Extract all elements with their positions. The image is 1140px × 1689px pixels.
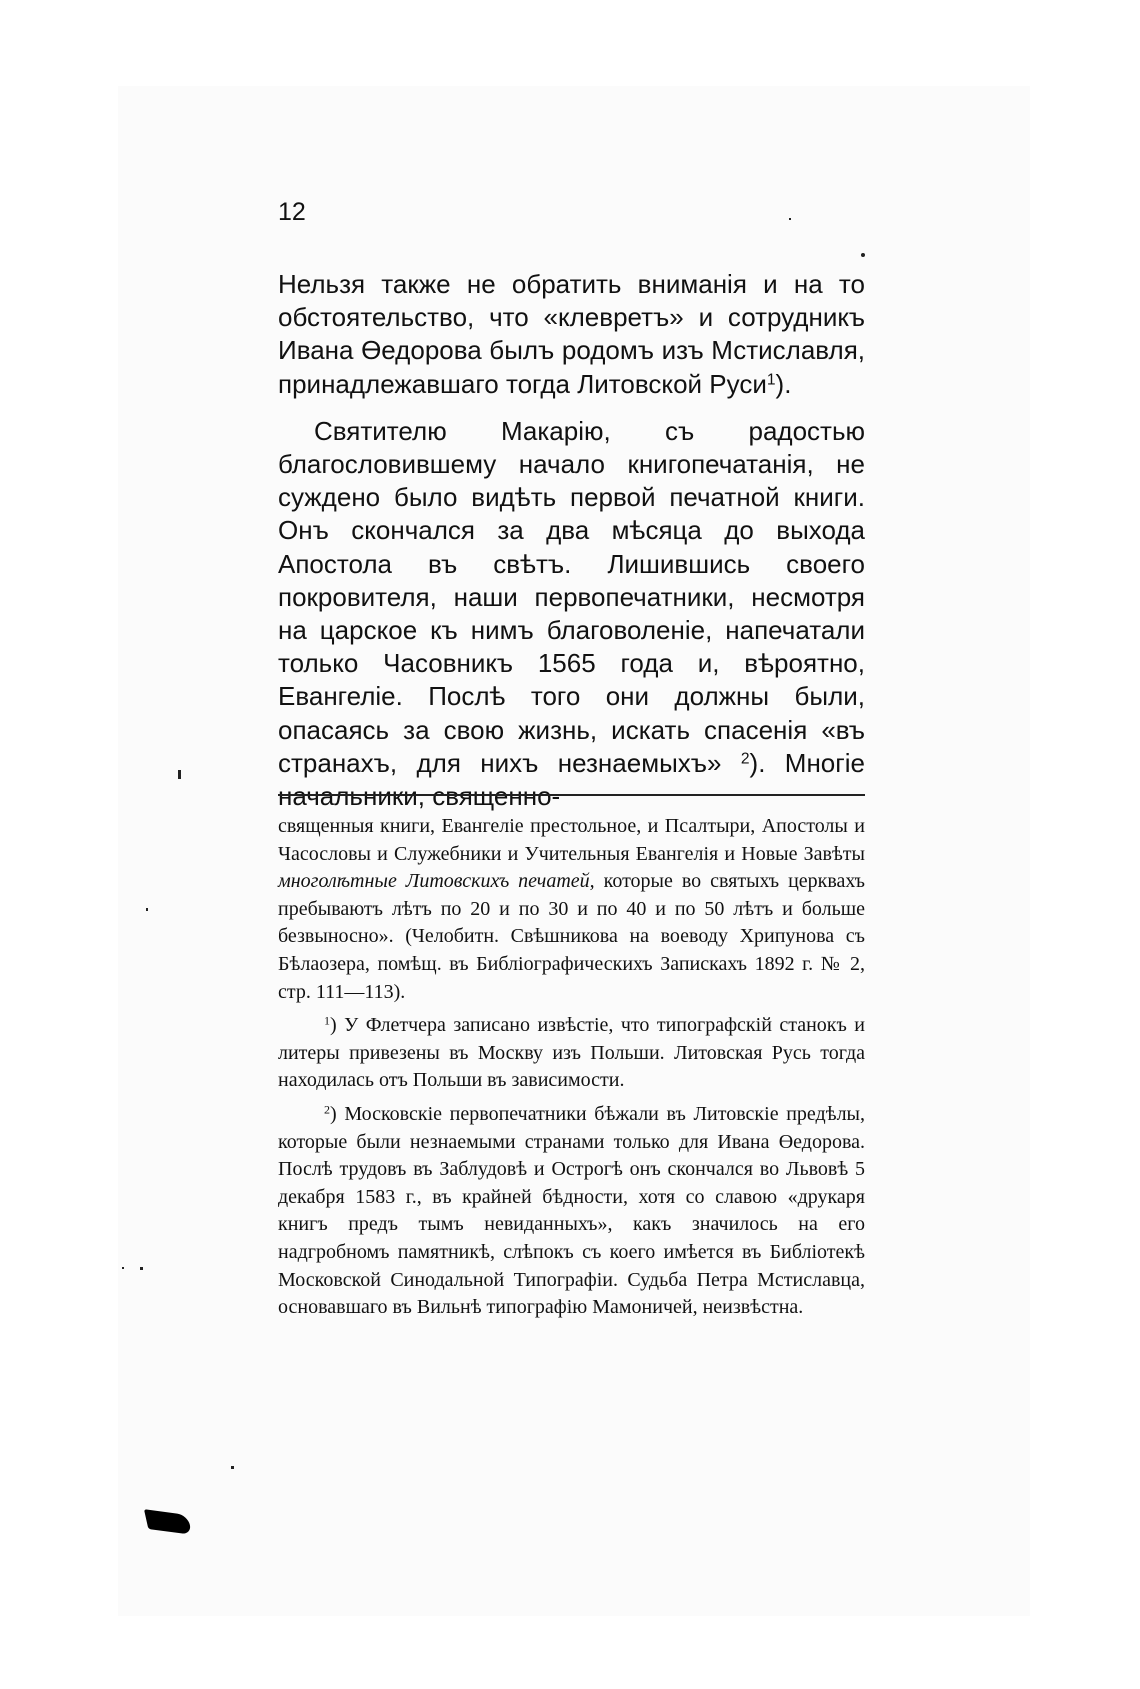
footnote-1-text: ) У Флетчера записано извѣстіе, что типографскій станокъ и литеры привезены въ Москву изъ Польши. Литовская Русь тогда находилась отъ Польши въ зависимости. [278,1014,865,1092]
scan-speck [231,1466,234,1469]
footnote-1-marker: 1 [324,1013,330,1028]
scan-speck [122,1267,124,1269]
scan-speck [178,770,181,779]
paragraph-2 [278,415,865,813]
footnote-continued [278,813,865,1006]
paragraph-2-text: Святителю Макарію, съ радостью благословившему начало книгопечатанія, не суждено было видѣть первой печатной книги. Онъ скончался за два мѣсяца до выхода Апостола въ свѣтъ. Лишившись своего покровителя, наши первопечатники, несмотря на царское къ нимъ благоволеніе, напечатали только Часовникъ 1565 года и, вѣроятно, Евангеліе. Послѣ того они должны были, опасаясь за свою жизнь, искать спасенія «въ странахъ, для нихъ незнаемыхъ» [278,415,865,778]
scan-speck [861,253,865,257]
footnote-continued-italic: многолѣтные Литовскихъ печатей, [278,870,595,893]
main-text [278,268,865,827]
scan-speck [146,908,148,911]
footnote-ref-1: 1 [766,371,776,389]
page-number: 12 [278,198,306,226]
paragraph-1-end: ). [775,368,792,399]
footnote-1 [278,1012,865,1095]
footnote-2-text: ) Московскіе первопечатники бѣжали въ Литовскіе предѣлы, которые были незнаемыми странами только для Ивана Өедорова. Послѣ трудовъ въ Заблудовѣ и Острогѣ онъ скончался во Львовѣ 5 декабря 1583 г., въ крайней бѣдности, хотя со славою «друкаря книгъ предъ тымъ невиданныхъ», какъ значилось на его надгробномъ памятникѣ, слѣпокъ съ коего имѣется въ Библіотекѣ Московской Синодальной Типографіи. Судьба Петра Мстиславца, основавшаго въ Вильнѣ типографію Мамоничей, неизвѣстна. [278,1102,865,1319]
footnotes [278,813,865,1328]
scan-speck [140,1267,143,1270]
footnote-2 [278,1101,865,1322]
scan-speck [789,218,791,220]
footnote-2-marker: 2 [324,1102,330,1117]
footnote-continued-text-a: священныя книги, Евангеліе престольное, и Псалтыри, Апостолы и Часословы и Служебники и Учительныя Евангелія и Новые Завѣты [278,815,865,865]
paragraph-1-text: Нельзя также не обратить вниманія и на то обстоятельство, что «клевретъ» и сотрудникъ Ивана Өедорова былъ родомъ изъ Мстиславля, принадлежавшаго тогда Литовской Руси [278,269,865,399]
paragraph-1 [278,268,865,401]
footnote-continued-text-b: которые во святыхъ церквахъ пребываютъ лѣтъ по 20 и по 30 и по 40 и по 50 лѣтъ и больше безвыносно». (Челобитн. Свѣшникова на воеводу Хрипунова съ Бѣлаозера, помѣщ. въ Библіографическихъ Запискахъ 1892 г. № 2, стр. 111—113). [278,870,866,1003]
footnote-separator [278,794,865,796]
footnote-ref-2: 2 [740,750,750,768]
paragraph-2-end: ). Многіе начальники, священно- [278,747,865,812]
